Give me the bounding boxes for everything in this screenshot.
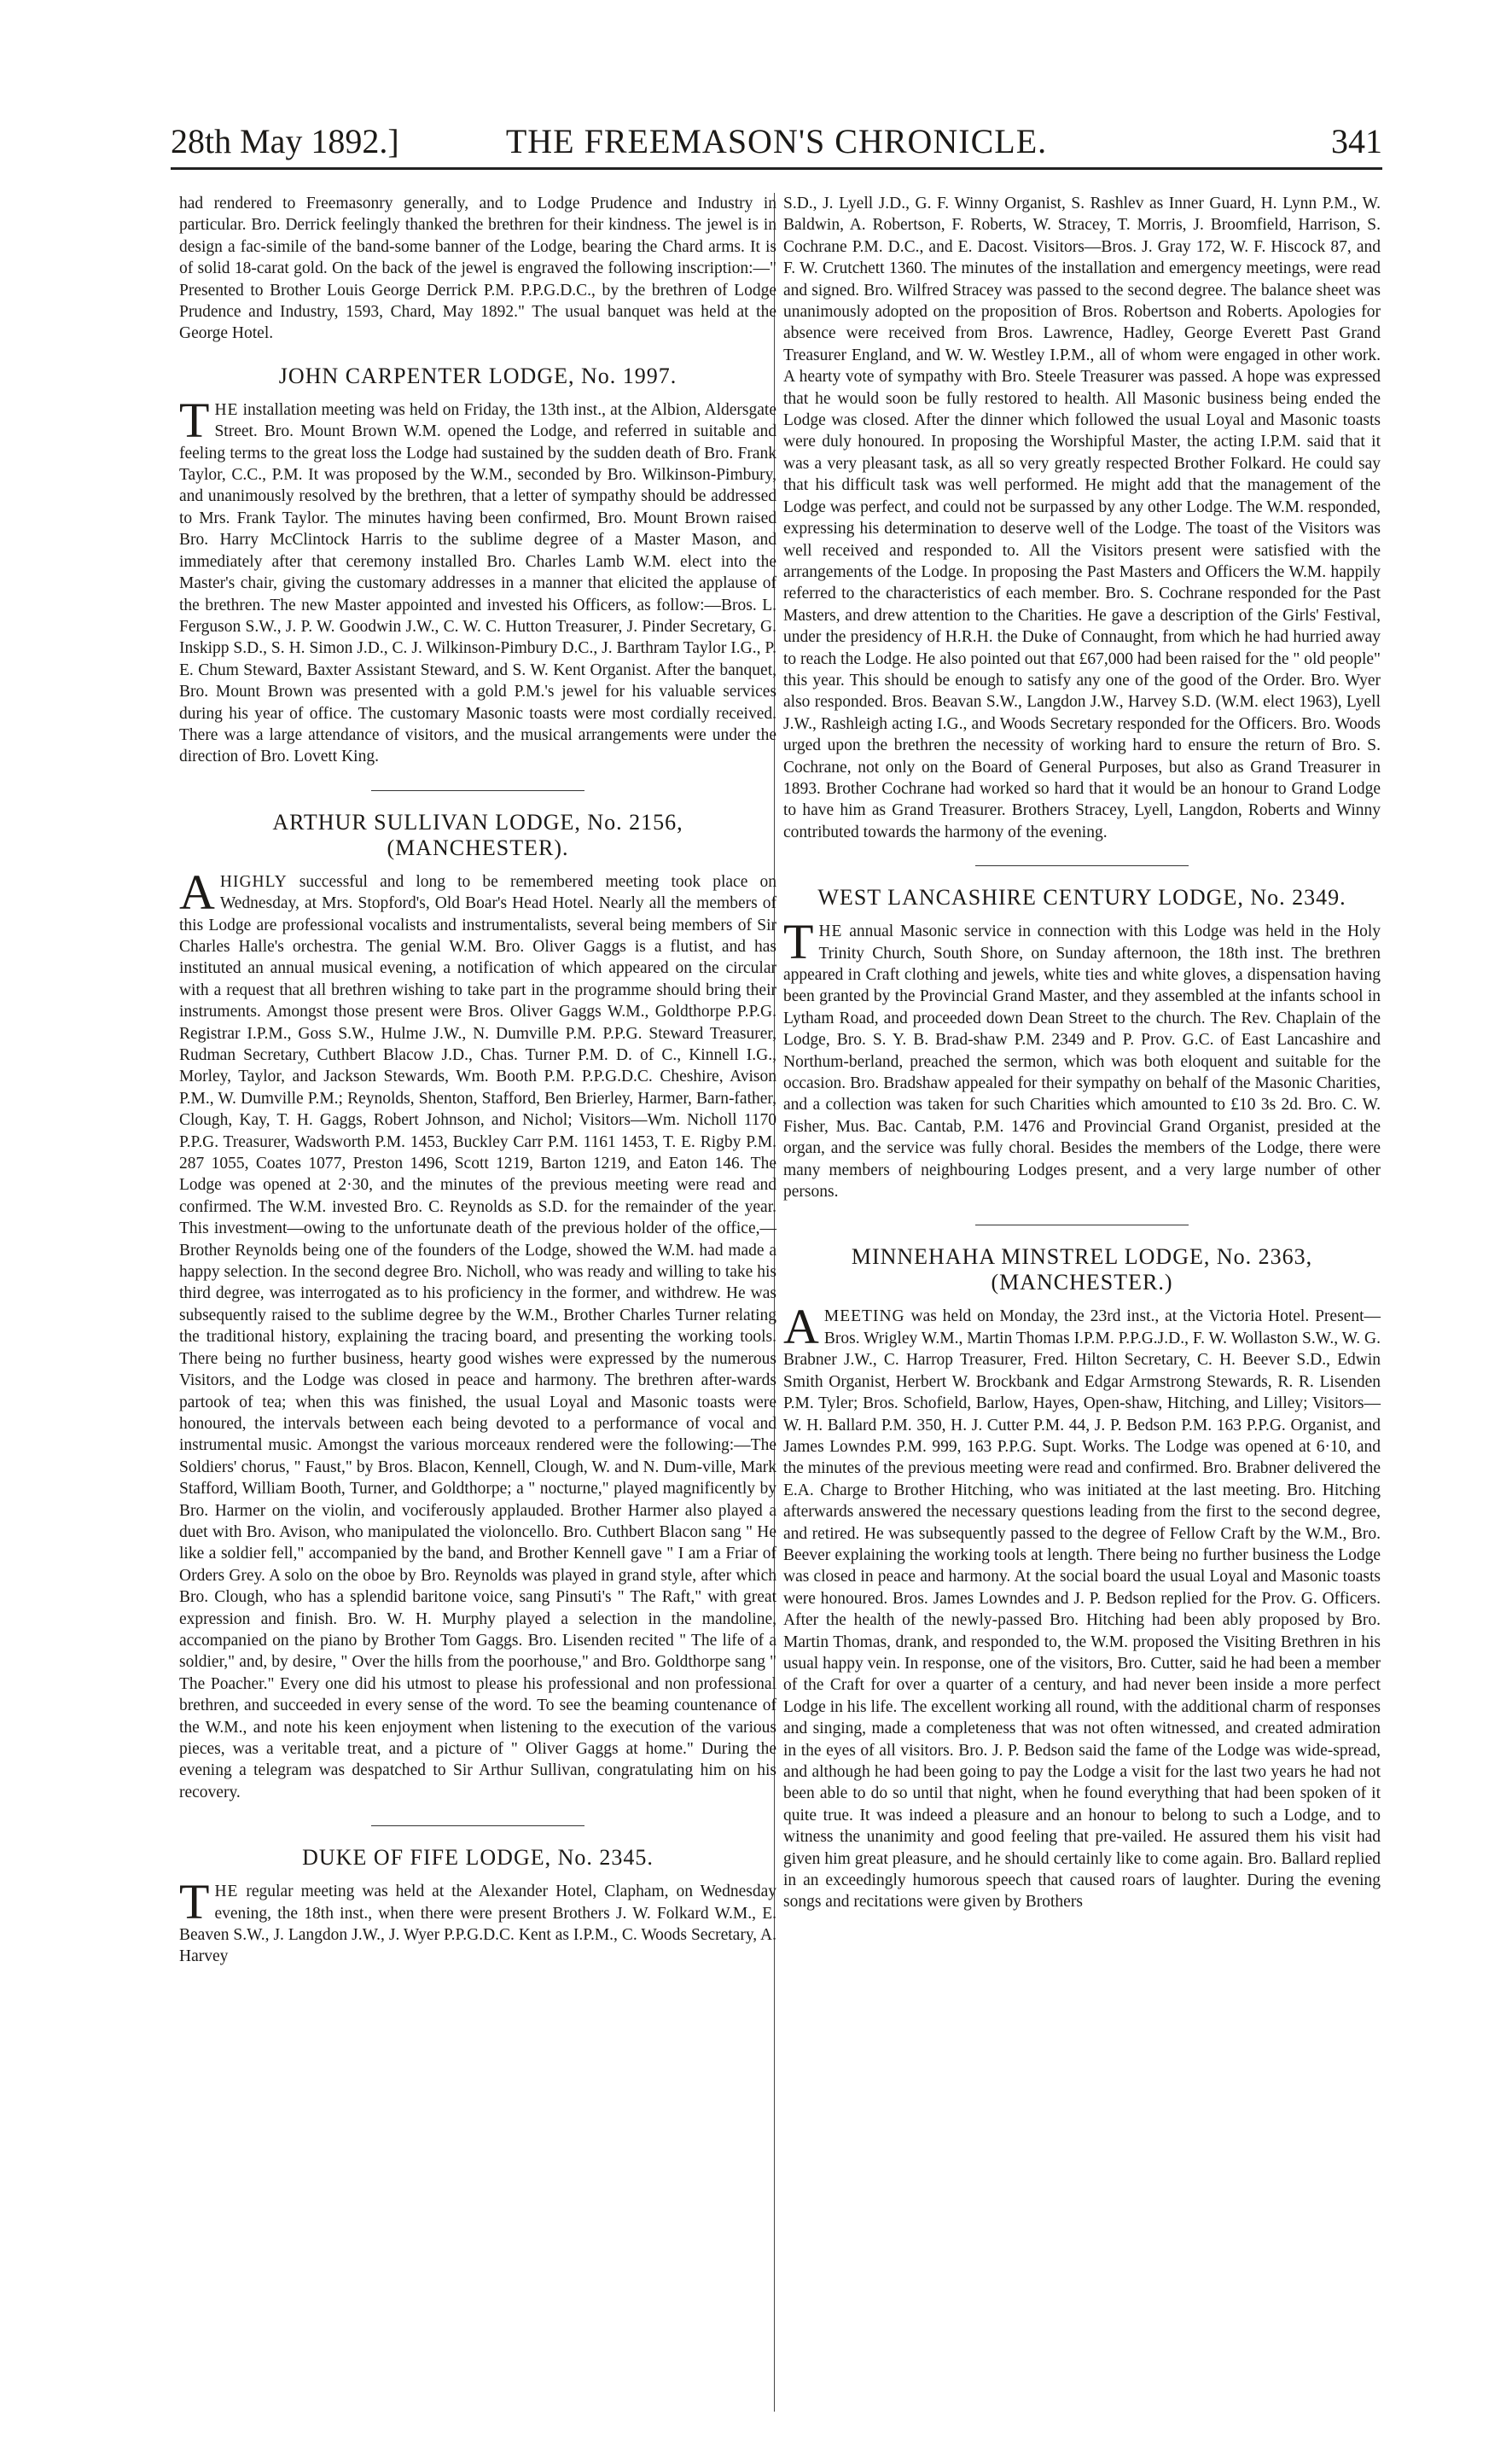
lead-word: HE: [214, 1883, 239, 1901]
page-number: 341: [1331, 122, 1382, 160]
article-title: DUKE OF FIFE LODGE, No. 2345.: [302, 1845, 654, 1871]
drop-cap: A: [179, 864, 215, 920]
article-separator: [371, 1825, 584, 1826]
drop-cap: T: [179, 1874, 210, 1930]
left-column: [179, 193, 776, 1968]
article-text: annual Masonic service in connection with this Lodge was held in the Holy Trinity Church, South Shore, on Sunday afternoon, the 18th inst. The brethren appeared in Craft clothing and jewels, white ties and white gloves, a dispensation having been granted by the Provincial Grand Master, and they assembled at the infants school in Lytham Road, and proceeded down Dean Street to the church. The Rev. Chaplain of the Lodge, Bro. S. Y. B. Brad-shaw P.M. 2349 and P. Prov. G.C. of East Lancashire and Northum-berland, preached the sermon, which was both eloquent and suitable for the occasion. Bro. Bradshaw appealed for their sympathy on behalf of the Masonic Charities, and a collection was taken for such Charities which amounted to £10 3s 2d. Bro. C. W. Fisher, Mus. Bac. Cantab, P.M. 1476 and Provincial Grand Organist, presided at the organ, and the service was fully choral. Besides the members of the Lodge, there were many members of neighbouring Lodges present, and a very large number of other persons.: [783, 922, 1381, 1202]
article-text: installation meeting was held on Friday, the 13th inst., at the Albion, Aldersgate Street. Bro. Mount Brown W.M. opened the Lodge, and referred in suitable and feeling terms to the great loss the Lodge had sustained by the sudden death of Bro. Frank Taylor, C.C., P.M. It was proposed by the W.M., seconded by Bro. Wilkinson-Pimbury, and unanimously resolved by the brethren, that a letter of sympathy should be addressed to Mrs. Frank Taylor. The minutes having been confirmed, Bro. Mount Brown raised Bro. Harry McClintock Harris to the sublime degree of a Master Mason, and immediately after that ceremony installed Bro. Charles Lamb W.M. elect into the Master's chair, giving the customary addresses in a manner that elicited the applause of the brethren. The new Master appointed and invested his Officers, as follow:—Bros. L. Ferguson S.W., J. P. W. Goodwin J.W., C. W. C. Hutton Treasurer, J. Pinder Secretary, G. Inskipp S.D., S. H. Simon J.D., C. J. Wilkinson-Pimbury D.C., J. Barthram Taylor I.G., P. E. Chum Steward, Baxter Assistant Steward, and S. W. Kent Organist. After the banquet, Bro. Mount Brown was presented with a gold P.M.'s jewel for his valuable services during his year of office. The customary Masonic toasts were most cordially received. There was a large attendance of visitors, and the musical arrangements were under the direction of Bro. Lovett King.: [179, 400, 776, 766]
article-body: [179, 864, 776, 1803]
article-title: WEST LANCASHIRE CENTURY LODGE, No. 2349.: [817, 885, 1346, 911]
article-text: successful and long to be remembered meeting took place on Wednesday, at Mrs. Stopford's, Old Boar's Head Hotel. Nearly all the members of this Lodge are professional vocalists and instrumentalists, several being members of Sir Charles Halle's orchestra. The genial W.M. Bro. Oliver Gaggs is a flutist, and has instituted an annual musical evening, a notification of which appeared on the circular with a request that all brethren wishing to take part in the programme should bring their instruments. Amongst those present were Bros. Oliver Gaggs W.M., Goldthorpe P.P.G. Registrar I.P.M., Goss S.W., Hulme J.W., N. Dumville P.M. P.P.G. Steward Treasurer, Rudman Secretary, Cuthbert Blacow J.D., Chas. Turner P.M. D. of C., Kinnell I.G., Morley, Taylor, and Jackson Stewards, Wm. Booth P.M. P.P.G.D.C. Cheshire, Avison P.M., W. Dumville P.M.; Reynolds, Shenton, Stafford, Ben Brierley, Harmer, Barn-father, Clough, Kay, T. H. Gaggs, Robert Johnson, and Nichol; Visitors—Wm. Nicholl 1170 P.P.G. Treasurer, Wadsworth P.M. 1453, Buckley Carr P.M. 1161 1453, T. E. Rigby P.M. 287 1055, Coates 1077, Preston 1496, Scott 1219, Barton 1219, and Eaton 146. The Lodge was opened at 2·30, and the minutes of the previous meeting were read and confirmed. The W.M. invested Bro. C. Reynolds as S.D. for the remainder of the year. This investment—owing to the unfortunate death of the previous holder of the office,—Brother Reynolds being one of the founders of the Lodge, showed the W.M. had made a happy selection. In the second degree Bro. Nicholl, who was ready and willing to take his third degree, was interrogated as to his proficiency in the former, and withdrew. He was subsequently raised to the sublime degree by the W.M., Brother Charles Turner relating the traditional history, explaining the tracing board, and presenting the working tools. There being no further business, hearty good wishes were expressed by the numerous Visitors, and the Lodge was closed in peace and harmony. The brethren after-wards partook of tea; when this was finished, the usual Loyal and Masonic toasts were honoured, the intervals between each being devoted to a performance of vocal and instrumental music. Amongst the various morceaux rendered were the following:—The Soldiers' chorus, " Faust," by Bros. Blacon, Kennell, Clough, W. and N. Dum-ville, Mark Stafford, William Booth, Turner, and Goldthorpe; a " nocturne," played magnificently by Bro. Harmer on the violin, and vociferously applauded. Brother Harmer also played a duet with Bro. Avison, who manipulated the violoncello. Bro. Cuthbert Blacon sang " He like a soldier fell," accompanied by the band, and Brother Kennell gave " I am a Friar of Orders Grey. A solo on the oboe by Bro. Reynolds was played in grand style, after which Bro. Clough, who has a splendid baritone voice, sang Pinsuti's " The Raft," with great expression and finish. Bro. W. H. Murphy played a selection in the mandoline, accompanied on the piano by Brother Tom Gaggs. Bro. Lisenden recited " The life of a soldier," and, by desire, " Over the hills from the poorhouse," and Bro. Goldthorpe sang " The Poacher." Every one did his utmost to please his professional and non professional brethren, and succeeded in every sense of the word. To see the beaming countenance of the W.M., and note his keen enjoyment when listening to the execution of the various pieces, was a veritable treat, and a picture of " Oliver Gaggs at home." During the evening a telegram was despatched to Sir Arthur Sullivan, congratulating him on his recovery.: [179, 872, 776, 1801]
lead-word: MEETING: [823, 1307, 905, 1326]
article-separator: [371, 790, 584, 791]
lead-word: HE: [818, 922, 843, 941]
article-body: [783, 1299, 1381, 1912]
drop-cap: T: [179, 392, 210, 448]
continued-paragraph: had rendered to Freemasonry generally, and to Lodge Prudence and Industry in particular. Bro. Derrick feelingly thanked the brethren for their kindness. The jewel is in design a fac-simile of the band-some banner of the Lodge, bearing the Chard arms. It is of solid 18-carat gold. On the back of the jewel is engraved the following inscription:—" Presented to Brother Louis George Derrick P.M. P.P.G.D.C., by the brethren of Lodge Prudence and Industry, 1593, Chard, May 1892." The usual banquet was held at the George Hotel.: [179, 195, 776, 343]
header-rule: [171, 167, 1382, 170]
article-body: [783, 914, 1381, 1202]
continued-paragraph: S.D., J. Lyell J.D., G. F. Winny Organist, S. Rashlev as Inner Guard, H. Lynn P.M., W. Baldwin, A. Robertson, F. Roberts, W. Stracey, T. Morris, J. Broomfield, Harrison, S. Cochrane P.M. D.C., and E. Dacost. Visitors—Bros. J. Gray 172, W. F. Hiscock 87, and F. W. Crutchett 1360. The minutes of the installation and emergency meetings, were read and signed. Bro. Wilfred Stracey was passed to the second degree. The balance sheet was unanimously adopted on the proposition of Bros. Robertson and Roberts. Apologies for absence were received from Bros. Lawrence, Hadley, George Everett Past Grand Treasurer England, and W. W. Westley I.P.M., all of whom were engaged in other work. A hearty vote of sympathy with Bro. Steele Treasurer was passed. A hope was expressed that he would soon be fully restored to health. All Masonic business being ended the Lodge was closed. After the dinner which followed the usual Loyal and Masonic toasts were duly honoured. In proposing the Worshipful Master, the acting I.P.M. said that it was a very pleasant task, as all so very greatly respected Brother Folkard. He could say that his difficult task was well performed. He might add that the management of the Lodge was perfect, and could not be surpassed by any other Lodge. The W.M. responded, expressing his determination to deserve well of the Lodge. The toast of the Visitors was well received and responded to. All the Visitors present were satisfied with the arrangements of the Lodge. In proposing the Past Masters and Officers the W.M. happily referred to the characteristics of each member. Bro. S. Cochrane responded for the Past Masters, and drew attention to the Charities. He gave a description of the Girls' Festival, under the presidency of H.R.H. the Duke of Connaught, from which he had hurried away to reach the Lodge. He also pointed out that £67,000 had been raised for the " old people" this year. This should be enough to satisfy any one of the good of the Order. Bro. Wyer also responded. Bros. Beavan S.W., Langdon J.W., Harvey S.D. (W.M. elect 1963), Lyell J.W., Rashleigh acting I.G., and Woods Secretary responded for the Officers. Bro. Woods urged upon the brethren the necessity of working hard to ensure the return of Bro. S. Cochrane, not only on the Board of General Purposes, but also as Grand Treasurer in 1893. Brother Cochrane had worked so hard that it would be an honour to Grand Lodge to have him as Grand Treasurer. Brothers Stracey, Lyell, Langdon, Roberts and Winny contributed towards the harmony of the evening.: [783, 195, 1381, 841]
article-body: [179, 1874, 776, 1968]
article-text: regular meeting was held at the Alexander Hotel, Clapham, on Wednesday evening, the 18th inst., when there were present Brothers J. W. Folkard W.M., E. Beaven S.W., J. Langdon J.W., J. Wyer P.P.G.D.C. Kent as I.P.M., C. Woods Secretary, A. Harvey: [179, 1883, 776, 1966]
article-body: [179, 392, 776, 768]
article-title: MINNEHAHA MINSTREL LODGE, No. 2363,: [851, 1244, 1313, 1270]
lead-word: HE: [214, 400, 239, 419]
drop-cap: T: [783, 914, 814, 970]
article-subtitle: (MANCHESTER.): [991, 1270, 1173, 1295]
issue-date: 28th May 1892.]: [171, 122, 399, 160]
lead-word: HIGHLY: [219, 872, 288, 891]
article-subtitle: (MANCHESTER).: [387, 835, 569, 860]
page-header: [171, 102, 1382, 162]
right-column: [783, 193, 1381, 1913]
article-separator: [975, 865, 1189, 866]
drop-cap: A: [783, 1299, 819, 1355]
article-text: was held on Monday, the 23rd inst., at the Victoria Hotel. Present—Bros. Wrigley W.M., Martin Thomas I.P.M. P.P.G.J.D., F. W. Wollaston S.W., W. G. Brabner J.W., C. Harrop Treasurer, Fred. Hilton Secretary, C. H. Beever S.D., Edwin Smith Organist, Herbert W. Brockbank and Edgar Armstrong Stewards, R. R. Lisenden P.M. Tyler; Bros. Schofield, Barlow, Hayes, Open-shaw, Hitching, and Lilley; Visitors—W. H. Ballard P.M. 350, H. J. Cutter P.M. 44, J. P. Bedson P.M. 163 P.P.G. Organist, and James Lowndes P.M. 999, 163 P.P.G. Supt. Works. The Lodge was opened at 6·10, and the minutes of the previous meeting were read and confirmed. Bro. Brabner delivered the E.A. Charge to Brother Hitching, who was initiated at the last meeting. Bro. Hitching afterwards answered the necessary questions leading from the first to the second degree, and retired. He was subsequently passed to the degree of Fellow Craft by the W.M., Bro. Beever explaining the working tools at length. There being no further business the Lodge was closed in peace and harmony. At the social board the usual Loyal and Masonic toasts were honoured. Bros. James Lowndes and J. P. Bedson replied for the Prov. G. Officers. After the health of the newly-passed Bro. Hitching had been ably proposed by Bro. Martin Thomas, drank, and responded to, the W.M. proposed the Visiting Brethren in his usual happy vein. In response, one of the visitors, Bro. Cutter, said he had been a member of the Craft for over a quarter of a century, and had never been inside a more perfect Lodge in his life. The excellent working all round, with the additional charm of responses and singing, made a completeness that was not often witnessed, and created admiration in the eyes of all visitors. Bro. J. P. Bedson said the fame of the Lodge was wide-spread, and although he had been going to pay the Lodge a visit for the last two years he had not been able to do so until that night, when he found everything that had been spoken of it quite true. It was indeed a pleasure and an honour to belong to such a Lodge, and to witness the unanimity and good feeling that pre-vailed. He assured them his visit had given him great pleasure, and he should certainly like to come again. Bro. Ballard replied in an exceedingly humorous speech that caused roars of laughter. During the evening songs and recitations were given by Brothers: [783, 1307, 1381, 1912]
article-title: JOHN CARPENTER LODGE, No. 1997.: [278, 363, 677, 388]
publication-title: THE FREEMASON'S CHRONICLE.: [505, 122, 1048, 160]
article-title: ARTHUR SULLIVAN LODGE, No. 2156,: [272, 809, 683, 835]
